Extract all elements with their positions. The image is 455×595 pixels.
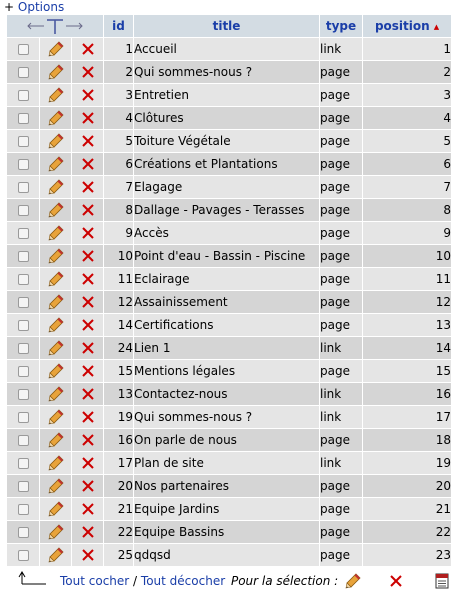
row-delete-cell[interactable]	[72, 245, 103, 267]
delete-x-icon[interactable]	[81, 249, 95, 263]
cell-id: 7	[104, 176, 133, 198]
pencil-icon[interactable]	[48, 248, 64, 264]
delete-x-icon[interactable]	[81, 88, 95, 102]
table-row[interactable]	[7, 153, 451, 175]
row-delete-cell[interactable]	[72, 38, 103, 60]
row-delete-cell[interactable]	[72, 84, 103, 106]
cell-id: 22	[104, 521, 133, 543]
cell-title: Equipe Bassins	[134, 521, 319, 543]
table-row[interactable]	[7, 268, 451, 290]
cell-title: Lien 1	[134, 337, 319, 359]
column-header-title-label[interactable]: title	[212, 19, 241, 33]
cell-position: 18	[363, 429, 451, 451]
row-delete-cell[interactable]	[72, 61, 103, 83]
table-header-row	[7, 15, 451, 37]
cell-title: Mentions légales	[134, 360, 319, 382]
pencil-icon[interactable]	[48, 386, 64, 402]
delete-x-icon[interactable]	[81, 364, 95, 378]
table-row[interactable]	[7, 475, 451, 497]
table-row[interactable]	[7, 199, 451, 221]
row-checkbox-cell[interactable]	[7, 199, 39, 221]
cell-title: Point d'eau - Bassin - Piscine	[134, 245, 319, 267]
table-row[interactable]	[7, 498, 451, 520]
cell-id: 4	[104, 107, 133, 129]
row-checkbox[interactable]	[18, 159, 29, 170]
delete-x-icon[interactable]	[81, 42, 95, 56]
column-resize-header[interactable]	[7, 15, 103, 37]
table-row[interactable]	[7, 544, 451, 566]
row-checkbox[interactable]	[18, 320, 29, 331]
row-checkbox[interactable]	[18, 251, 29, 262]
cell-id: 5	[104, 130, 133, 152]
delete-x-icon[interactable]	[81, 157, 95, 171]
footer-separator: /	[133, 574, 138, 588]
table-row[interactable]	[7, 130, 451, 152]
delete-x-icon[interactable]	[81, 387, 95, 401]
row-checkbox[interactable]	[18, 458, 29, 469]
row-delete-cell[interactable]	[72, 314, 103, 336]
cell-id: 21	[104, 498, 133, 520]
cell-type: page	[320, 107, 362, 129]
row-edit-cell[interactable]	[40, 406, 71, 428]
pencil-icon[interactable]	[48, 455, 64, 471]
cell-type: page	[320, 268, 362, 290]
row-checkbox[interactable]	[18, 550, 29, 561]
row-delete-cell[interactable]	[72, 107, 103, 129]
export-icon[interactable]	[434, 573, 450, 595]
cell-title: Qui sommes-nous ?	[134, 406, 319, 428]
cell-position: 16	[363, 383, 451, 405]
row-checkbox-cell[interactable]	[7, 498, 39, 520]
column-header-id-label[interactable]: id	[112, 19, 125, 33]
row-delete-cell[interactable]	[72, 291, 103, 313]
cell-title: Plan de site	[134, 452, 319, 474]
row-edit-cell[interactable]	[40, 452, 71, 474]
cell-id: 3	[104, 84, 133, 106]
cell-type: link	[320, 383, 362, 405]
row-checkbox-cell[interactable]	[7, 406, 39, 428]
row-checkbox-cell[interactable]	[7, 475, 39, 497]
cell-title: Entretien	[134, 84, 319, 106]
row-delete-cell[interactable]	[72, 475, 103, 497]
delete-x-icon[interactable]	[81, 180, 95, 194]
table-row[interactable]	[7, 61, 451, 83]
results-table	[6, 14, 452, 567]
table-row[interactable]	[7, 521, 451, 543]
delete-x-icon[interactable]	[81, 134, 95, 148]
cell-position: 5	[363, 130, 451, 152]
row-checkbox[interactable]	[18, 481, 29, 492]
cell-position: 23	[363, 544, 451, 566]
delete-x-icon[interactable]	[81, 456, 95, 470]
cell-title: Créations et Plantations	[134, 153, 319, 175]
pencil-icon[interactable]	[48, 478, 64, 494]
row-edit-cell[interactable]	[40, 61, 71, 83]
cell-title: On parle de nous	[134, 429, 319, 451]
cell-id: 19	[104, 406, 133, 428]
row-checkbox[interactable]	[18, 44, 29, 55]
delete-x-icon[interactable]	[81, 479, 95, 493]
row-edit-cell[interactable]	[40, 38, 71, 60]
cell-type: page	[320, 199, 362, 221]
cell-position: 22	[363, 521, 451, 543]
row-edit-cell[interactable]	[40, 337, 71, 359]
table-row[interactable]	[7, 176, 451, 198]
cell-position: 19	[363, 452, 451, 474]
row-delete-cell[interactable]	[72, 383, 103, 405]
cell-type: page	[320, 360, 362, 382]
row-checkbox-cell[interactable]	[7, 153, 39, 175]
cell-title: Clôtures	[134, 107, 319, 129]
row-checkbox[interactable]	[18, 412, 29, 423]
cell-position: 2	[363, 61, 451, 83]
sort-desc-icon[interactable]: ▲	[433, 22, 440, 31]
row-checkbox-cell[interactable]	[7, 521, 39, 543]
row-checkbox-cell[interactable]	[7, 61, 39, 83]
delete-x-icon[interactable]	[81, 410, 95, 424]
pencil-icon[interactable]	[48, 271, 64, 287]
delete-x-icon[interactable]	[81, 433, 95, 447]
row-checkbox-cell[interactable]	[7, 337, 39, 359]
cell-id: 10	[104, 245, 133, 267]
pencil-icon[interactable]	[48, 363, 64, 379]
delete-x-icon[interactable]	[81, 111, 95, 125]
cell-position: 14	[363, 337, 451, 359]
pencil-icon[interactable]	[48, 156, 64, 172]
row-checkbox-cell[interactable]	[7, 222, 39, 244]
cell-type: page	[320, 291, 362, 313]
row-checkbox[interactable]	[18, 113, 29, 124]
selected-edit-pencil-icon[interactable]	[345, 573, 361, 595]
cell-id: 13	[104, 383, 133, 405]
table-row[interactable]	[7, 337, 451, 359]
cell-type: page	[320, 176, 362, 198]
table-row[interactable]	[7, 406, 451, 428]
pencil-icon[interactable]	[48, 340, 64, 356]
row-delete-cell[interactable]	[72, 153, 103, 175]
cell-type: page	[320, 314, 362, 336]
cell-title: Eclairage	[134, 268, 319, 290]
cell-position: 3	[363, 84, 451, 106]
row-delete-cell[interactable]	[72, 176, 103, 198]
cell-position: 21	[363, 498, 451, 520]
table-row[interactable]	[7, 107, 451, 129]
row-edit-cell[interactable]	[40, 521, 71, 543]
cell-type: page	[320, 245, 362, 267]
pencil-icon[interactable]	[48, 501, 64, 517]
check-all-link[interactable]: Tout cocher	[60, 574, 130, 588]
row-edit-cell[interactable]	[40, 222, 71, 244]
table-row[interactable]	[7, 222, 451, 244]
cell-type: link	[320, 406, 362, 428]
row-edit-cell[interactable]	[40, 153, 71, 175]
cell-position: 13	[363, 314, 451, 336]
row-delete-cell[interactable]	[72, 521, 103, 543]
pencil-icon[interactable]	[48, 432, 64, 448]
pencil-icon[interactable]	[48, 64, 64, 80]
row-edit-cell[interactable]	[40, 199, 71, 221]
row-delete-cell[interactable]	[72, 406, 103, 428]
row-checkbox[interactable]	[18, 274, 29, 285]
cell-id: 6	[104, 153, 133, 175]
delete-x-icon[interactable]	[81, 65, 95, 79]
cell-position: 17	[363, 406, 451, 428]
cell-id: 24	[104, 337, 133, 359]
row-checkbox[interactable]	[18, 90, 29, 101]
row-checkbox[interactable]	[18, 435, 29, 446]
table-row[interactable]	[7, 291, 451, 313]
row-edit-cell[interactable]	[40, 498, 71, 520]
row-edit-cell[interactable]	[40, 544, 71, 566]
row-delete-cell[interactable]	[72, 498, 103, 520]
row-checkbox-cell[interactable]	[7, 84, 39, 106]
cell-position: 10	[363, 245, 451, 267]
row-delete-cell[interactable]	[72, 130, 103, 152]
cell-title: Assainissement	[134, 291, 319, 313]
pencil-icon[interactable]	[48, 179, 64, 195]
cell-title: Elagage	[134, 176, 319, 198]
delete-x-icon[interactable]	[81, 295, 95, 309]
pencil-icon[interactable]	[48, 547, 64, 563]
row-checkbox-cell[interactable]	[7, 544, 39, 566]
row-checkbox-cell[interactable]	[7, 176, 39, 198]
row-edit-cell[interactable]	[40, 360, 71, 382]
cell-title: Toiture Végétale	[134, 130, 319, 152]
row-edit-cell[interactable]	[40, 383, 71, 405]
uncheck-all-link[interactable]: Tout décocher	[140, 574, 226, 588]
options-toggle[interactable]	[4, 0, 64, 14]
row-edit-cell[interactable]	[40, 429, 71, 451]
row-delete-cell[interactable]	[72, 429, 103, 451]
cell-type: page	[320, 130, 362, 152]
cell-position: 9	[363, 222, 451, 244]
row-edit-cell[interactable]	[40, 107, 71, 129]
pencil-icon[interactable]	[48, 524, 64, 540]
row-checkbox[interactable]	[18, 205, 29, 216]
cell-id: 17	[104, 452, 133, 474]
row-delete-cell[interactable]	[72, 199, 103, 221]
column-header-type[interactable]	[320, 15, 362, 37]
cell-position: 8	[363, 199, 451, 221]
pencil-icon[interactable]	[48, 409, 64, 425]
cell-type: link	[320, 337, 362, 359]
row-checkbox[interactable]	[18, 136, 29, 147]
column-header-position-label[interactable]: position	[374, 19, 430, 33]
row-edit-cell[interactable]	[40, 291, 71, 313]
cell-id: 8	[104, 199, 133, 221]
row-checkbox-cell[interactable]	[7, 268, 39, 290]
row-checkbox[interactable]	[18, 504, 29, 515]
cell-type: page	[320, 475, 362, 497]
delete-x-icon[interactable]	[81, 525, 95, 539]
delete-x-icon[interactable]	[81, 548, 95, 562]
row-delete-cell[interactable]	[72, 544, 103, 566]
cell-id: 12	[104, 291, 133, 313]
cell-id: 15	[104, 360, 133, 382]
row-checkbox[interactable]	[18, 67, 29, 78]
table-row[interactable]	[7, 245, 451, 267]
column-header-id[interactable]	[104, 15, 133, 37]
row-checkbox-cell[interactable]	[7, 130, 39, 152]
cell-type: page	[320, 498, 362, 520]
table-row[interactable]	[7, 383, 451, 405]
cell-position: 11	[363, 268, 451, 290]
plus-icon: +	[4, 0, 15, 14]
cell-position: 15	[363, 360, 451, 382]
cell-type: link	[320, 38, 362, 60]
delete-x-icon[interactable]	[81, 226, 95, 240]
cell-position: 7	[363, 176, 451, 198]
row-checkbox-cell[interactable]	[7, 429, 39, 451]
cell-title: Nos partenaires	[134, 475, 319, 497]
cell-type: page	[320, 61, 362, 83]
cell-title: Accueil	[134, 38, 319, 60]
delete-x-icon[interactable]	[81, 272, 95, 286]
row-checkbox[interactable]	[18, 228, 29, 239]
table-row[interactable]	[7, 452, 451, 474]
row-checkbox-cell[interactable]	[7, 291, 39, 313]
table-row[interactable]	[7, 360, 451, 382]
row-edit-cell[interactable]	[40, 176, 71, 198]
row-edit-cell[interactable]	[40, 245, 71, 267]
cell-position: 1	[363, 38, 451, 60]
cell-type: page	[320, 521, 362, 543]
cell-id: 25	[104, 544, 133, 566]
cell-title: Equipe Jardins	[134, 498, 319, 520]
row-checkbox-cell[interactable]	[7, 107, 39, 129]
options-link[interactable]: Options	[17, 0, 65, 14]
cell-type: page	[320, 153, 362, 175]
cell-id: 20	[104, 475, 133, 497]
cell-title: Contactez-nous	[134, 383, 319, 405]
row-edit-cell[interactable]	[40, 475, 71, 497]
cell-id: 9	[104, 222, 133, 244]
delete-x-icon[interactable]	[81, 341, 95, 355]
pencil-icon[interactable]	[48, 294, 64, 310]
row-checkbox[interactable]	[18, 343, 29, 354]
cell-title: Qui sommes-nous ?	[134, 61, 319, 83]
table-row[interactable]	[7, 429, 451, 451]
row-delete-cell[interactable]	[72, 452, 103, 474]
table-row[interactable]	[7, 314, 451, 336]
row-delete-cell[interactable]	[72, 268, 103, 290]
row-checkbox-cell[interactable]	[7, 38, 39, 60]
selected-delete-x-icon[interactable]	[389, 574, 403, 594]
cell-type: page	[320, 222, 362, 244]
row-checkbox[interactable]	[18, 366, 29, 377]
pencil-icon[interactable]	[48, 41, 64, 57]
row-delete-cell[interactable]	[72, 360, 103, 382]
pencil-icon[interactable]	[48, 110, 64, 126]
pencil-icon[interactable]	[48, 87, 64, 103]
delete-x-icon[interactable]	[81, 203, 95, 217]
cell-position: 4	[363, 107, 451, 129]
pencil-icon[interactable]	[48, 225, 64, 241]
cell-position: 20	[363, 475, 451, 497]
row-checkbox-cell[interactable]	[7, 452, 39, 474]
table-row[interactable]	[7, 38, 451, 60]
cell-title: qdqsd	[134, 544, 319, 566]
table-footer	[0, 571, 455, 591]
column-header-title[interactable]	[134, 15, 319, 37]
row-checkbox[interactable]	[18, 182, 29, 193]
row-delete-cell[interactable]	[72, 337, 103, 359]
delete-x-icon[interactable]	[81, 318, 95, 332]
cell-type: page	[320, 429, 362, 451]
cell-position: 12	[363, 291, 451, 313]
row-checkbox[interactable]	[18, 389, 29, 400]
row-edit-cell[interactable]	[40, 130, 71, 152]
row-checkbox-cell[interactable]	[7, 360, 39, 382]
cell-title: Dallage - Pavages - Terasses	[134, 199, 319, 221]
cell-type: page	[320, 544, 362, 566]
row-edit-cell[interactable]	[40, 314, 71, 336]
cell-title: Certifications	[134, 314, 319, 336]
pencil-icon[interactable]	[48, 202, 64, 218]
row-edit-cell[interactable]	[40, 84, 71, 106]
cell-id: 11	[104, 268, 133, 290]
row-delete-cell[interactable]	[72, 222, 103, 244]
row-checkbox[interactable]	[18, 297, 29, 308]
cell-type: link	[320, 452, 362, 474]
arrow-up-left-icon	[16, 571, 48, 595]
delete-x-icon[interactable]	[81, 502, 95, 516]
cell-title: Accès	[134, 222, 319, 244]
pencil-icon[interactable]	[48, 133, 64, 149]
row-checkbox-cell[interactable]	[7, 314, 39, 336]
cell-id: 14	[104, 314, 133, 336]
table-row[interactable]	[7, 84, 451, 106]
cell-type: page	[320, 84, 362, 106]
cell-id: 2	[104, 61, 133, 83]
with-selected-label: Pour la sélection :	[230, 574, 339, 588]
row-edit-cell[interactable]	[40, 268, 71, 290]
cell-id: 1	[104, 38, 133, 60]
pencil-icon[interactable]	[48, 317, 64, 333]
row-checkbox-cell[interactable]	[7, 245, 39, 267]
row-checkbox[interactable]	[18, 527, 29, 538]
column-header-position[interactable]	[363, 15, 451, 37]
row-checkbox-cell[interactable]	[7, 383, 39, 405]
cell-position: 6	[363, 153, 451, 175]
cell-id: 16	[104, 429, 133, 451]
column-header-type-label[interactable]: type	[325, 19, 357, 33]
column-resize-icon[interactable]	[22, 16, 88, 36]
